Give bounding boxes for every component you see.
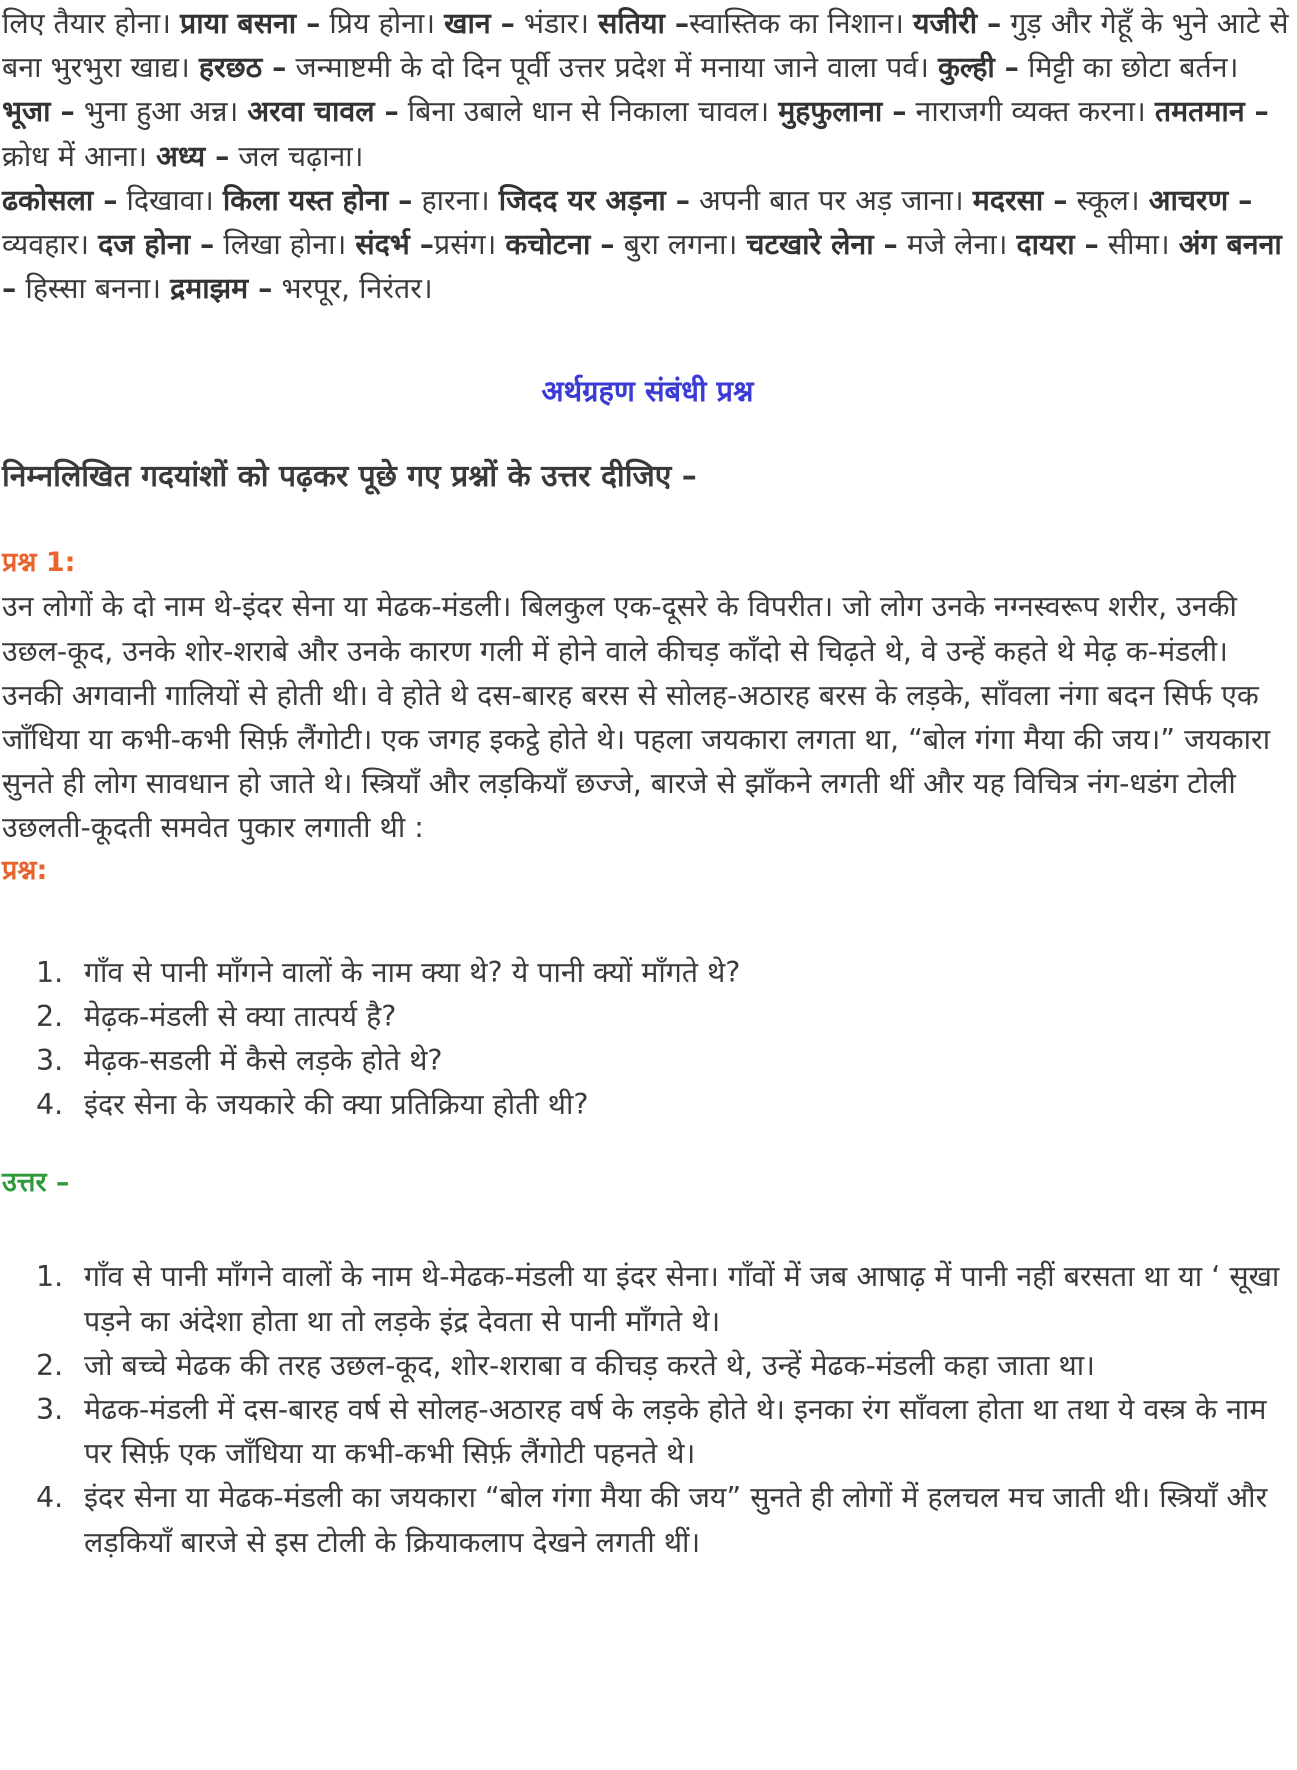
instruction-text: निम्नलिखित गदयांशों को पढ़कर पूछे गए प्रश्नों के उत्तर दीजिए – [2, 459, 697, 495]
list-item [2, 1344, 1293, 1388]
gloss-meaning: लिए तैयार होना। [2, 7, 171, 40]
gloss-meaning: जन्माष्टमी के दो दिन पूर्वी उत्तर प्रदेश में मनाया जाने वाला पर्व। [295, 51, 929, 85]
gloss-meaning: लिखा होना। [223, 228, 347, 262]
question-number-label: प्रश्न 1: [2, 547, 76, 579]
gloss-term: मदरसा – [972, 183, 1068, 217]
question-text: मेढ़क-मंडली से क्या तात्पर्य है? [84, 999, 397, 1033]
gloss-meaning: हारना। [421, 183, 490, 217]
gloss-term: अरवा चावल – [247, 95, 399, 129]
list-number: 4. [36, 1088, 64, 1122]
gloss-term: द्रमाझम – [170, 272, 273, 306]
gloss-term: ढकोसला – [2, 183, 118, 217]
gloss-term: जिदद यर अड़ना – [498, 183, 690, 217]
answer-text: गाँव से पानी माँगने वालों के नाम थे-मेढक-मंडली या इंदर सेना। गाँवों में जब आषाढ़ में पानी नहीं बरसता था या ‘ सूखा पड़ने का अंदेशा होता था तो लड़के इंद्र देवता से पानी माँगते थे। [84, 1260, 1280, 1338]
list-item [2, 951, 1293, 995]
list-number: 4. [36, 1481, 64, 1515]
gloss-term: यजीरी – [913, 7, 1002, 40]
list-number: 2. [36, 999, 64, 1033]
question-text: गाँव से पानी माँगने वालों के नाम क्या थे? ये पानी क्यों माँगते थे? [84, 955, 741, 989]
questions-list [2, 951, 1293, 1128]
gloss-term: अध्य – [156, 139, 230, 173]
list-item [2, 1039, 1293, 1083]
gloss-meaning: दिखावा। [126, 183, 214, 217]
question-text: इंदर सेना के जयकारे की क्या प्रतिक्रिया होती थी? [84, 1088, 589, 1122]
answer-text: जो बच्चे मेढक की तरह उछल-कूद, शोर-शराबा व कीचड़ करते थे, उन्हें मेढक-मंडली कहा जाता था। [84, 1348, 1095, 1382]
list-item [2, 1476, 1293, 1564]
answers-label: उत्तर – [2, 1167, 70, 1199]
gloss-term: संदर्भ – [355, 228, 434, 262]
gloss-meaning: प्रिय होना। [329, 7, 436, 40]
gloss-term: भूजा – [2, 95, 75, 129]
gloss-term: सतिया – [598, 7, 690, 40]
questions-label: प्रश्न: [2, 854, 48, 886]
passage-text: उन लोगों के दो नाम थे-इंदर सेना या मेढक-मंडली। बिलकुल एक-दूसरे के विपरीत। जो लोग उनके नग्नस्वरूप शरीर, उनकी उछल-कूद, उनके शोर-शराबे और उनके कारण गली में होने वाले कीचड़ काँदो से चिढ़ते थे, वे उन्हें कहते थे मेढ़ क-मंडली। उनकी अगवानी गालियों से होती थी। वे होते थे दस-बारह बरस से सोलह-अठारह बरस के लड़के, साँवला नंगा बदन सिर्फ एक जाँधिया या कभी-कभी सिर्फ़ लैंगोटी। एक जगह इकट्ठे होते थे। पहला जयकारा लगता था, “बोल गंगा मैया की जय।” जयकारा सुनते ही लोग सावधान हो जाते थे। स्त्रियाँ और लड़कियाँ छज्जे, बारजे से झाँकने लगती थीं और यह विचित्र नंग-धडंग टोली उछलती-कूदती समवेत पुकार लगाती थी : [2, 590, 1271, 845]
gloss-meaning: व्यवहार। [2, 228, 90, 262]
list-item [2, 1388, 1293, 1476]
gloss-term: तमतमान – [1154, 95, 1269, 129]
gloss-meaning: स्कूल। [1076, 183, 1140, 217]
gloss-meaning: बिना उबाले धान से निकाला चावल। [407, 95, 770, 129]
gloss-meaning: बुरा लगना। [623, 228, 738, 262]
gloss-meaning: स्वास्तिक का निशान। [689, 7, 904, 40]
gloss-meaning: जल चढ़ाना। [238, 139, 364, 173]
gloss-term: दायरा – [1016, 228, 1099, 262]
gloss-term: कचोटना – [505, 228, 615, 262]
answer-text: इंदर सेना या मेढक-मंडली का जयकारा “बोल गंगा मैया की जय” सुनते ही लोगों में हलचल मच जाती थी। स्त्रियाँ और लड़कियाँ बारजे से इस टोली के क्रियाकलाप देखने लगती थीं। [84, 1481, 1268, 1559]
gloss-term: प्राया बसना – [179, 7, 321, 40]
glossary-paragraph-1 [2, 2, 1293, 179]
gloss-meaning: भुना हुआ अन्न। [83, 95, 239, 129]
gloss-meaning: भंडार। [523, 7, 590, 40]
question-text: मेढ़क-सडली में कैसे लड़के होते थे? [84, 1044, 443, 1078]
section-heading: अर्थग्रहण संबंधी प्रश्न [541, 374, 754, 409]
list-item [2, 1083, 1293, 1127]
gloss-meaning: सीमा। [1107, 228, 1170, 262]
gloss-meaning: गुड़ और गेहूँ के भुने आटे से बना भुरभुरा खाद्य। [2, 7, 1289, 85]
list-number: 2. [36, 1348, 64, 1382]
list-number: 3. [36, 1393, 64, 1427]
answer-text: मेढक-मंडली में दस-बारह वर्ष से सोलह-अठारह वर्ष के लड़के होते थे। इनका रंग साँवला होता था तथा ये वस्त्र के नाम पर सिर्फ़ एक जाँधिया या कभी-कभी सिर्फ़ लैंगोटी पहनते थे। [84, 1393, 1267, 1471]
answers-list [2, 1255, 1293, 1564]
gloss-meaning: प्रसंग। [433, 228, 497, 262]
gloss-meaning: भरपूर, निरंतर। [281, 272, 433, 306]
gloss-term: किला यस्त होना – [222, 183, 413, 217]
gloss-term: हरछठ – [198, 51, 287, 85]
gloss-meaning: नाराजगी व्यक्त करना। [915, 95, 1146, 129]
list-number: 1. [36, 1260, 64, 1294]
gloss-term: मुहफुलाना – [778, 95, 907, 129]
gloss-meaning: क्रोध में आना। [2, 139, 148, 173]
gloss-term: खान – [444, 7, 515, 40]
gloss-term: चटखारे लेना – [746, 228, 898, 262]
gloss-meaning: मिट्टी का छोटा बर्तन। [1027, 51, 1239, 85]
gloss-term: दज होना – [98, 228, 215, 262]
glossary-paragraph-2 [2, 179, 1293, 312]
gloss-term: अंग बनना – [2, 228, 1282, 306]
list-number: 1. [36, 955, 64, 989]
list-number: 3. [36, 1044, 64, 1078]
list-item [2, 995, 1293, 1039]
gloss-meaning: अपनी बात पर अड़ जाना। [699, 183, 964, 217]
gloss-meaning: हिस्सा बनना। [25, 272, 161, 306]
gloss-term: आचरण – [1148, 183, 1253, 217]
list-item [2, 1255, 1293, 1343]
gloss-meaning: मजे लेना। [906, 228, 1008, 262]
gloss-term: कुल्ही – [938, 51, 1019, 85]
